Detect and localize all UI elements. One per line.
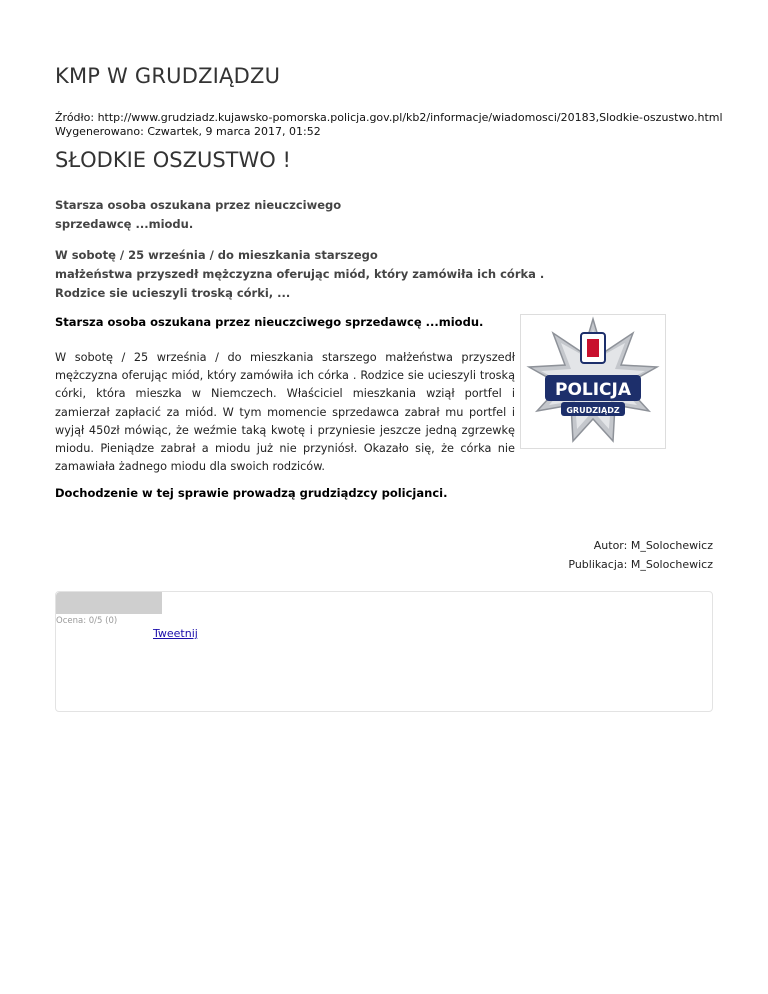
rating-panel (55, 591, 713, 712)
tweet-link[interactable]: Tweetnij (153, 627, 198, 640)
lead-paragraph-2: W sobotę / 25 września / do mieszkania starszego małżeństwa przyszedł mężczyzna oferując miód, który zamówiła ich córka . Rodzice sie ucieszyli troską córki, ... (55, 248, 545, 300)
rating-bar[interactable] (56, 592, 162, 614)
generated-line: Wygenerowano: Czwartek, 9 marca 2017, 01:52 (55, 125, 321, 138)
article-body: W sobotę / 25 września / do mieszkania starszego małżeństwa przyszedł mężczyzna oferując miód, który zamówiła ich córka . Rodzice sie ucieszyli troską córki, która mieszka w Niemczech. Właściciel mieszkania wziął portfel i zamierzał zapłacić za miód. W tym momencie sprzedawca zabrał mu portfel i wyjął 450zł mówiąc, że weźmie taką kwotę i przyniesie jeszcze jedną zgrzewkę miodu. Pieniądze zabrał a miodu już nie przyniósł. Okazało się, że córka nie zamawiała żadnego miodu dla swoich rodziców. (55, 351, 515, 474)
lead-paragraph-1: Starsza osoba oszukana przez nieuczciwego sprzedawcę ...miodu. (55, 198, 342, 231)
article-closing: Dochodzenie w tej sprawie prowadzą grudziądzcy policjanci. (55, 486, 448, 500)
article-title: SŁODKIE OSZUSTWO ! (55, 148, 291, 172)
logo-text: POLICJA (554, 380, 632, 400)
article-subheading: Starsza osoba oszukana przez nieuczciwego sprzedawcę ...miodu. (55, 315, 484, 329)
publication-line: Publikacja: M_Solochewicz (568, 558, 713, 571)
author-line: Autor: M_Solochewicz (593, 539, 713, 552)
source-line: Źródło: http://www.grudziadz.kujawsko-pomorska.policja.gov.pl/kb2/informacje/wiadomosci/20183,Slodkie-oszustwo.html (55, 111, 723, 124)
article-lead (55, 196, 575, 315)
logo-subtext: GRUDZIĄDZ (566, 406, 620, 415)
police-logo-image (520, 314, 666, 449)
document-meta (55, 111, 723, 139)
site-title: KMP W GRUDZIĄDZU (55, 64, 281, 88)
rating-label: Ocena: 0/5 (0) (56, 616, 118, 626)
police-star-icon (521, 315, 665, 448)
credits (568, 536, 713, 574)
